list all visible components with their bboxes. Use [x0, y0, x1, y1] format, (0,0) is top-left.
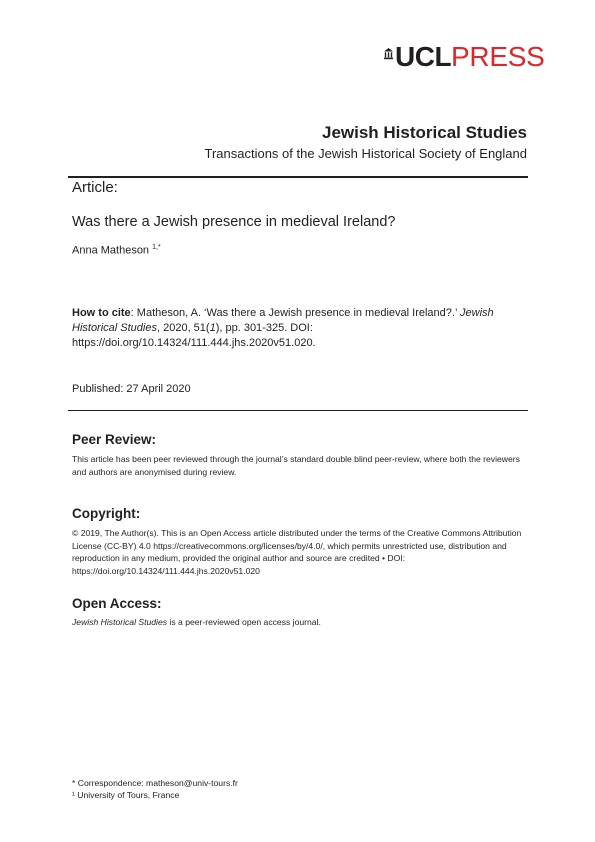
author-line [72, 244, 161, 257]
article-title: Was there a Jewish presence in medieval Ireland? [72, 214, 396, 230]
author-affiliation-marker: 1,* [152, 244, 161, 251]
citation-separator: : [130, 307, 137, 319]
citation-journal: Jewish Historical Studies [72, 307, 494, 334]
footnote-affiliation: ¹ University of Tours, France [72, 790, 180, 800]
ucl-portico-icon [384, 48, 393, 60]
logo-ucl-text: UCL [395, 41, 452, 72]
section-divider [68, 410, 528, 411]
journal-title: Jewish Historical Studies [321, 123, 527, 142]
journal-subtitle: Transactions of the Jewish Historical Society of England [204, 146, 527, 161]
copyright-heading: Copyright: [72, 506, 141, 521]
open-access-body: is a peer-reviewed open access journal. [167, 617, 321, 627]
peer-review-heading: Peer Review: [72, 432, 157, 447]
published-date: Published: 27 April 2020 [72, 383, 191, 395]
citation-issue: 1 [209, 322, 216, 334]
open-access-text [72, 616, 532, 629]
open-access-journal: Jewish Historical Studies [72, 617, 168, 627]
citation-text: Matheson, A. ‘Was there a Jewish presence in medieval Ireland?.’ [136, 307, 461, 319]
open-access-heading: Open Access: [72, 596, 162, 611]
logo-press-text: PRESS [451, 41, 545, 72]
citation-doi: ), pp. 301-325. DOI: https://doi.org/10.14324/111.444.jhs.2020v51.020. [72, 322, 316, 349]
ucl-press-logo [384, 42, 544, 72]
copyright-text: © 2019, The Author(s). This is an Open Access article distributed under the terms of the Creative Commons Attribution License (CC-BY) 4.0 https://creativecommons.org/licenses/by/4.0/, which permits unrestricted use, distribution and reproduction in any medium, provided the original author and source are credited • DOI: https://doi.org/10.14324/111.444.jhs.2020v51.020 [72, 528, 522, 576]
article-label: Article: [72, 179, 118, 196]
citation-block [72, 306, 532, 351]
author-name: Anna Matheson [72, 244, 150, 257]
citation-label: How to cite [72, 307, 131, 319]
footnote-correspondence: * Correspondence: matheson@univ-tours.fr [72, 778, 238, 788]
citation-volume: , 2020, 51( [156, 322, 210, 334]
peer-review-text: This article has been peer reviewed through the journal’s standard double blind peer-review, where both the reviewers and authors are anonymised during review. [72, 454, 520, 477]
header-divider [68, 176, 528, 178]
